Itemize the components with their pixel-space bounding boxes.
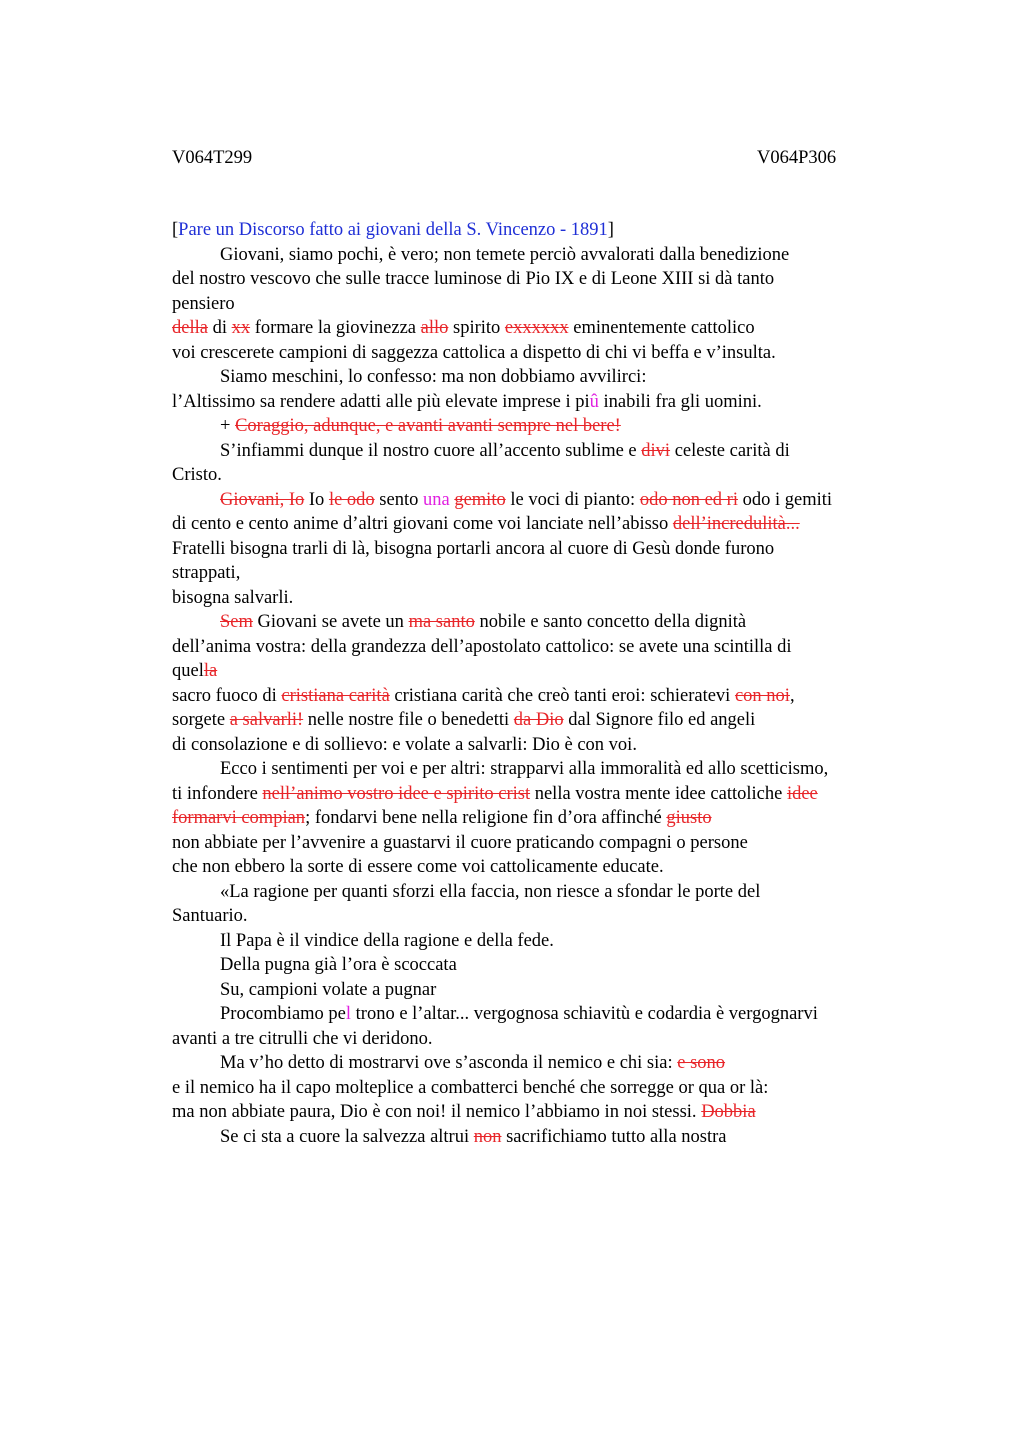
header-right-code: V064P306 xyxy=(757,148,837,168)
text-line xyxy=(172,341,932,366)
deleted-text: gemito xyxy=(454,489,506,510)
deleted-text: le odo xyxy=(328,489,375,510)
text-segment: Giovani se avete un xyxy=(252,612,409,632)
text-line xyxy=(172,414,932,439)
deleted-text: odo non ed ri xyxy=(639,489,738,510)
text-line xyxy=(172,978,932,1003)
deleted-text: con noi xyxy=(734,685,790,706)
deleted-text: nell’animo vostro idee e spirito crist xyxy=(262,783,531,804)
text-segment: nelle nostre file o benedetti xyxy=(303,710,514,730)
text-segment: nella vostra mente idee cattoliche xyxy=(530,783,787,804)
editorial-note: Pare un Discorso fatto ai giovani della S. Vincenzo - 1891 xyxy=(178,220,608,240)
text-segment: dell’anima vostra: della grandezza dell’apostolato cattolico: se avete una scintilla di xyxy=(172,636,792,657)
text-segment: del nostro vescovo che sulle tracce luminose di Pio IX e di Leone XIII si dà tanto xyxy=(172,269,775,289)
deleted-text: idee xyxy=(786,783,818,804)
text-segment: + xyxy=(220,416,236,436)
text-segment: [ xyxy=(172,220,179,240)
text-segment: Della pugna già l’ora è scoccata xyxy=(220,955,457,975)
text-line xyxy=(172,659,932,684)
deleted-text: Coraggio, adunque, e avanti avanti sempre nel bere! xyxy=(235,416,621,436)
text-segment: , xyxy=(789,685,795,706)
text-segment: di consolazione e di sollievo: e volate a salvarli: Dio è con voi. xyxy=(172,734,637,755)
text-segment: dal Signore filo ed angeli xyxy=(563,710,756,730)
text-segment: eminentemente cattolico xyxy=(568,318,755,338)
deleted-text: cristiana carità xyxy=(281,685,390,706)
text-segment: ma non abbiate paura, Dio è con noi! il nemico l’abbiamo in noi stessi. xyxy=(172,1102,702,1122)
text-line xyxy=(172,1100,932,1125)
text-line xyxy=(172,243,932,268)
deleted-text: xx xyxy=(231,318,251,338)
text-segment: quel xyxy=(172,661,204,681)
text-line xyxy=(172,1002,932,1027)
deleted-text: e sono xyxy=(677,1053,726,1073)
text-segment: ti infondere xyxy=(172,783,263,804)
deleted-text: Sem xyxy=(220,612,253,632)
text-segment: sorgete xyxy=(172,710,230,730)
document-body xyxy=(172,218,932,1149)
inserted-text: una xyxy=(422,489,450,510)
text-segment: trono e l’altar... vergognosa schiavitù e codardia è vergognarvi xyxy=(351,1004,818,1024)
deleted-text: divi xyxy=(641,440,671,461)
text-line xyxy=(172,1076,932,1101)
deleted-text: giusto xyxy=(666,808,712,828)
text-segment: Se ci sta a cuore la salvezza altrui xyxy=(220,1126,474,1147)
text-segment: pensiero xyxy=(172,293,235,314)
text-segment: strappati, xyxy=(172,563,241,583)
text-line xyxy=(172,561,932,586)
text-segment: Giovani, siamo pochi, è vero; non temete perciò avvalorati dalla benedizione xyxy=(220,244,790,265)
text-line xyxy=(172,880,932,905)
text-segment: ] xyxy=(607,220,614,240)
text-segment: Su, campioni volate a pugnar xyxy=(220,979,437,1000)
text-segment: non abbiate per l’avvenire a guastarvi il cuore praticando compagni o persone xyxy=(172,832,748,853)
text-segment: sacrifichiamo tutto alla nostra xyxy=(501,1126,727,1147)
text-line xyxy=(172,1027,932,1052)
text-line xyxy=(172,635,932,660)
text-line xyxy=(172,855,932,880)
text-segment: sento xyxy=(374,489,423,510)
text-segment: Ma v’ho detto di mostrarvi ove s’asconda il nemico e chi sia: xyxy=(220,1053,678,1073)
text-line xyxy=(172,610,932,635)
text-segment: l’Altissimo sa rendere adatti alle più elevate imprese i pi xyxy=(172,391,590,412)
text-segment: Io xyxy=(304,489,329,510)
text-segment: Cristo. xyxy=(172,465,222,485)
text-segment: Procombiamo pe xyxy=(220,1004,346,1024)
text-line xyxy=(172,292,932,317)
text-line xyxy=(172,586,932,611)
text-segment: Santuario. xyxy=(172,906,248,926)
text-segment: S’infiammi dunque il nostro cuore all’accento sublime e xyxy=(220,440,642,461)
text-segment: «La ragione per quanti sforzi ella faccia, non riesce a sfondar le porte del xyxy=(220,881,761,902)
text-line xyxy=(172,929,932,954)
deleted-text: Giovani, Io xyxy=(220,489,305,510)
deleted-text: exxxxxx xyxy=(504,318,569,338)
text-line xyxy=(172,537,932,562)
text-segment: Il Papa è il vindice della ragione e della fede. xyxy=(220,930,554,951)
text-line xyxy=(172,757,932,782)
text-line xyxy=(172,365,932,390)
text-segment: e il nemico ha il capo molteplice a combatterci benché che sorregge or qua or là: xyxy=(172,1077,769,1098)
text-segment: voi crescerete campioni di saggezza cattolica a dispetto di chi vi beffa e v’insulta. xyxy=(172,342,776,363)
deleted-text: della xyxy=(172,318,208,338)
text-line xyxy=(172,806,932,831)
text-segment: sacro fuoco di xyxy=(172,685,282,706)
text-line xyxy=(172,463,932,488)
text-line xyxy=(172,316,932,341)
deleted-text: a salvarli! xyxy=(229,710,304,730)
deleted-text: allo xyxy=(420,318,449,338)
header-left-code: V064T299 xyxy=(172,148,253,168)
text-segment: Siamo meschini, lo confesso: ma non dobbiamo avvilirci: xyxy=(220,367,647,387)
text-line xyxy=(172,390,932,415)
text-segment: di xyxy=(207,318,232,338)
deleted-text: ma santo xyxy=(408,612,475,632)
text-line xyxy=(172,267,932,292)
text-segment: avanti a tre citrulli che vi deridono. xyxy=(172,1028,433,1049)
text-segment: ; fondarvi bene nella religione fin d’ora affinché xyxy=(305,808,667,828)
text-segment: cristiana carità che creò tanti eroi: schieratevi xyxy=(389,685,735,706)
text-line xyxy=(172,733,932,758)
text-line xyxy=(172,439,932,464)
text-line xyxy=(172,708,932,733)
text-line xyxy=(172,684,932,709)
text-segment: celeste carità di xyxy=(670,440,790,461)
text-line xyxy=(172,512,932,537)
deleted-text: Dobbia xyxy=(701,1102,756,1122)
text-line xyxy=(172,488,932,513)
text-segment: nobile e santo concetto della dignità xyxy=(474,612,747,632)
text-segment: Ecco i sentimenti per voi e per altri: strapparvi alla immoralità ed allo scetticismo, xyxy=(220,759,829,779)
deleted-text: da Dio xyxy=(513,710,564,730)
text-line xyxy=(172,782,932,807)
text-segment: odo i gemiti xyxy=(737,489,833,510)
deleted-text: dell’incredulità... xyxy=(672,514,800,534)
text-line xyxy=(172,218,932,243)
inserted-text: l xyxy=(345,1004,352,1024)
text-segment: bisogna salvarli. xyxy=(172,587,294,608)
inserted-text: û xyxy=(589,391,599,412)
text-segment: che non ebbero la sorte di essere come voi cattolicamente educate. xyxy=(172,857,664,877)
text-segment: Fratelli bisogna trarli di là, bisogna portarli ancora al cuore di Gesù donde furono xyxy=(172,538,775,559)
text-segment: di cento e cento anime d’altri giovani come voi lanciate nell’abisso xyxy=(172,514,673,534)
text-segment: le voci di pianto: xyxy=(505,489,640,510)
text-segment: formare la giovinezza xyxy=(250,318,421,338)
text-line xyxy=(172,831,932,856)
deleted-text: non xyxy=(473,1126,502,1147)
text-line xyxy=(172,904,932,929)
text-line xyxy=(172,1051,932,1076)
text-line xyxy=(172,1125,932,1150)
deleted-text: formarvi compian xyxy=(172,808,306,828)
text-segment: inabili fra gli uomini. xyxy=(598,391,762,412)
text-line xyxy=(172,953,932,978)
deleted-text: la xyxy=(203,661,218,681)
text-segment: spirito xyxy=(448,318,505,338)
